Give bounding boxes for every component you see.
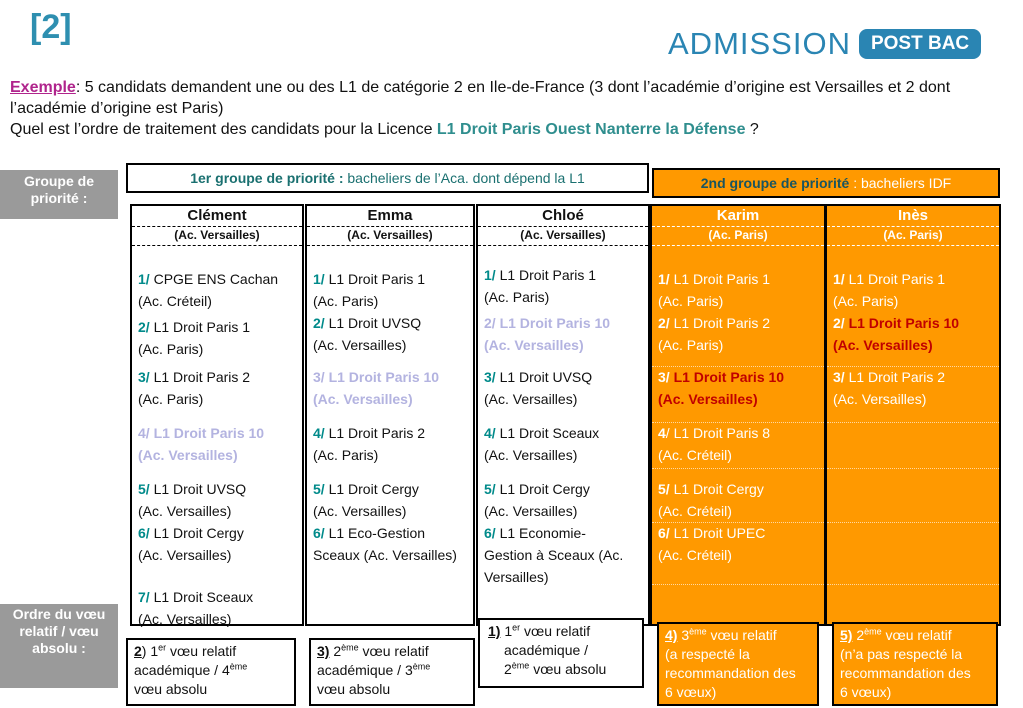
candidate-name: Karim (716, 207, 760, 224)
wish-item (484, 478, 646, 522)
candidate-column (650, 204, 826, 626)
wish-item (313, 268, 471, 312)
rank-text: 6 vœux) (665, 684, 717, 700)
wish-item (313, 478, 471, 522)
wish-number: 3/ (833, 369, 845, 385)
rank-box (126, 638, 296, 706)
rank-sup: er (512, 622, 521, 633)
rank-sup: ème (511, 660, 530, 671)
wish-detail: (Ac. Versailles) (484, 391, 578, 407)
rank-box (478, 618, 644, 688)
wish-course: L1 Economie- (495, 525, 586, 541)
wish-item (484, 264, 646, 308)
wish-detail: (Ac. Versailles) (833, 337, 933, 353)
wish-detail: (Ac. Versailles) (138, 503, 232, 519)
wish-course: L1 Droit Paris 1 (495, 267, 597, 283)
rank-text: 6 vœux) (840, 684, 892, 700)
wish-item (484, 422, 646, 466)
wish-item (313, 422, 471, 466)
rank-box (309, 638, 475, 706)
wish-course: L1 Eco-Gestion (324, 525, 426, 541)
rank-text: 2 (329, 643, 342, 659)
rank-text: vœu relatif (358, 643, 429, 659)
wish-course: L1 Droit Cergy (324, 481, 419, 497)
wish-item (833, 312, 997, 356)
intro-line2-prefix: Quel est l’ordre de traitement des candidats pour la Licence (10, 121, 437, 138)
wish-number: 6/ (484, 525, 496, 541)
wish-number: 6/ (658, 525, 670, 541)
wish-detail: (Ac. Créteil) (658, 447, 732, 463)
candidate-column (130, 204, 304, 626)
rank-text: recommandation des (840, 665, 971, 681)
rank-text: académique / (504, 642, 589, 658)
wish-number: 6/ (313, 525, 325, 541)
rank-key-suffix: ) (141, 643, 147, 659)
rank-key: 5) (840, 627, 853, 643)
wish-course: / L1 Droit Paris 8 (665, 425, 771, 441)
row-separator (652, 584, 824, 585)
wish-course: L1 Droit UVSQ (149, 481, 247, 497)
wish-detail: Gestion à Sceaux (Ac. (484, 547, 624, 563)
wish-course: L1 Droit Paris 10 (149, 425, 265, 441)
wish-course: CPGE ENS Cachan (149, 271, 279, 287)
wish-item (138, 586, 300, 630)
wish-item (658, 422, 822, 466)
rank-text: 2 (504, 661, 512, 677)
rank-text: 1 (500, 623, 513, 639)
intro-line1: : 5 candidats demandent une ou des L1 de catégorie 2 en Ile-de-France (3 dont l’académie d’origine est Versailles et 2 dont l’académie d’origine est Paris) (10, 79, 951, 117)
wish-item (484, 366, 646, 410)
rank-text: vœu relatif (166, 643, 237, 659)
wish-detail: (Ac. Paris) (658, 293, 724, 309)
wish-detail: (Ac. Versailles) (484, 503, 578, 519)
wish-detail: (Ac. Versailles) (313, 391, 413, 407)
wish-course: L1 Droit Paris 1 (324, 271, 426, 287)
rank-text: (a respecté la (665, 646, 750, 662)
wish-item (484, 312, 646, 356)
wish-item (138, 522, 300, 566)
rank-sup: ème (229, 661, 248, 672)
logo-badge: POST BAC (859, 29, 981, 59)
wish-item (138, 478, 300, 522)
intro-text (10, 77, 1010, 140)
rank-text: académique / 3 (317, 662, 413, 678)
wish-number: 2/ (833, 315, 845, 331)
candidate-column (825, 204, 1001, 626)
wish-number: 1/ (658, 271, 670, 287)
wish-number: 3/ (658, 369, 670, 385)
wish-course: L1 Droit UPEC (669, 525, 766, 541)
rank-key: 2 (134, 643, 142, 659)
wish-detail: (Ac. Versailles) (138, 447, 238, 463)
wish-item (313, 522, 471, 566)
wish-detail: (Ac. Créteil) (658, 503, 732, 519)
wish-course: L1 Droit Paris 1 (669, 271, 771, 287)
wish-detail: (Ac. Paris) (833, 293, 899, 309)
wish-order-label: Ordre du vœu relatif / vœu absolu : (0, 604, 118, 688)
wish-item (138, 268, 300, 312)
wish-number: 4/ (484, 425, 496, 441)
wish-number: 5/ (313, 481, 325, 497)
wish-number: 2/ (484, 315, 496, 331)
candidate-name: Clément (187, 207, 247, 224)
wish-number: 4/ (138, 425, 150, 441)
candidate-name: Inès (897, 207, 928, 224)
candidate-name: Chloé (542, 207, 584, 224)
wish-number: 1/ (138, 271, 150, 287)
wish-detail: (Ac. Versailles) (658, 391, 758, 407)
rank-box (832, 622, 998, 706)
rank-text: 1 (146, 643, 159, 659)
wish-course: L1 Droit Paris 2 (324, 425, 426, 441)
wish-number: 5/ (484, 481, 496, 497)
wish-number: 1/ (484, 267, 496, 283)
logo-word: ADMISSION (668, 26, 851, 61)
rank-text: 2 (852, 627, 865, 643)
wish-number: 3/ (313, 369, 325, 385)
wish-item (138, 422, 300, 466)
row-separator (827, 468, 999, 469)
wish-course: L1 Droit Paris 2 (149, 369, 251, 385)
candidate-column (305, 204, 475, 626)
rank-key: 1) (488, 623, 501, 639)
rank-sup: ème (412, 661, 431, 672)
wish-detail: (Ac. Créteil) (138, 293, 212, 309)
wish-course: L1 Droit Cergy (669, 481, 764, 497)
wish-item (313, 366, 471, 410)
candidate-academy: (Ac. Versailles) (132, 226, 302, 246)
wish-course: L1 Droit Paris 10 (844, 315, 960, 331)
wish-item (658, 522, 822, 566)
wish-number: 1/ (313, 271, 325, 287)
group1-header (126, 163, 649, 193)
wish-number: 7/ (138, 589, 150, 605)
wish-course: L1 Droit Paris 10 (324, 369, 440, 385)
rank-sup: ème (864, 626, 882, 637)
wish-detail: (Ac. Versailles) (484, 447, 578, 463)
rank-text: vœu relatif (520, 623, 591, 639)
wish-item (313, 312, 471, 356)
wish-detail: (Ac. Paris) (313, 293, 379, 309)
wish-item (658, 366, 822, 410)
candidate-academy: (Ac. Versailles) (478, 226, 648, 246)
wish-item (484, 522, 646, 588)
rank-text: (n’a pas respecté la (840, 646, 963, 662)
wish-item (658, 478, 822, 522)
admission-post-bac-logo (668, 24, 981, 64)
rank-key: 3) (317, 643, 330, 659)
group2-desc: : bacheliers IDF (849, 175, 952, 191)
wish-number: 5/ (138, 481, 150, 497)
row-separator (827, 522, 999, 523)
candidate-academy: (Ac. Paris) (652, 226, 824, 246)
rank-text: 3 (677, 627, 690, 643)
wish-course: L1 Droit Paris 10 (669, 369, 785, 385)
group2-header (652, 168, 1000, 198)
candidate-name: Emma (367, 207, 413, 224)
wish-detail: (Ac. Versailles) (484, 337, 584, 353)
wish-course: L1 Droit Cergy (149, 525, 244, 541)
wish-course: L1 Droit UVSQ (324, 315, 422, 331)
wish-number: 4 (658, 425, 666, 441)
wish-course: L1 Droit Sceaux (495, 425, 600, 441)
wish-number: 5/ (658, 481, 670, 497)
wish-detail: Sceaux (Ac. Versailles) (313, 547, 457, 563)
group1-desc: bacheliers de l’Aca. dont dépend la L1 (343, 170, 585, 186)
wish-detail: (Ac. Paris) (484, 289, 550, 305)
wish-detail: (Ac. Versailles) (833, 391, 927, 407)
wish-number: 6/ (138, 525, 150, 541)
rank-text: vœu relatif (706, 627, 777, 643)
rank-sup: er (158, 642, 167, 653)
rank-sup: ème (689, 626, 707, 637)
wish-item (658, 312, 822, 356)
rank-sup: ème (341, 642, 359, 653)
rank-text: vœu absolu (317, 681, 391, 697)
wish-detail: (Ac. Versailles) (313, 503, 407, 519)
wish-number: 2/ (138, 319, 150, 335)
wish-number: 2/ (658, 315, 670, 331)
example-label: Exemple (10, 79, 76, 96)
wish-detail: (Ac. Paris) (313, 447, 379, 463)
wish-item (658, 268, 822, 312)
candidate-academy: (Ac. Paris) (827, 226, 999, 246)
slide-number: [2] (30, 8, 72, 46)
wish-item (833, 366, 997, 410)
rank-key: 4) (665, 627, 678, 643)
candidate-academy: (Ac. Versailles) (307, 226, 473, 246)
wish-detail: Versailles) (484, 569, 549, 585)
wish-detail: (Ac. Versailles) (313, 337, 407, 353)
wish-detail: (Ac. Créteil) (658, 547, 732, 563)
wish-detail: (Ac. Versailles) (138, 547, 232, 563)
candidate-column (476, 204, 650, 626)
wish-course: L1 Droit Cergy (495, 481, 590, 497)
wish-number: 3/ (138, 369, 150, 385)
wish-detail: (Ac. Paris) (658, 337, 724, 353)
rank-text: recommandation des (665, 665, 796, 681)
wish-item (833, 268, 997, 312)
row-separator (827, 422, 999, 423)
wish-item (138, 366, 300, 410)
wish-course: L1 Droit Paris 2 (844, 369, 946, 385)
wish-item (138, 316, 300, 360)
group1-title: 1er groupe de priorité : (190, 170, 344, 186)
rank-text: vœu absolu (529, 661, 607, 677)
rank-box (657, 622, 819, 706)
group2-title: 2nd groupe de priorité (700, 175, 850, 191)
wish-course: L1 Droit Sceaux (149, 589, 254, 605)
wish-course: L1 Droit Paris 2 (669, 315, 771, 331)
rank-text: vœu relatif (881, 627, 952, 643)
licence-name: L1 Droit Paris Ouest Nanterre la Défense (436, 121, 746, 138)
wish-number: 2/ (313, 315, 325, 331)
wish-course: L1 Droit Paris 1 (149, 319, 251, 335)
wish-number: 4/ (313, 425, 325, 441)
wish-course: L1 Droit Paris 1 (844, 271, 946, 287)
wish-course: L1 Droit UVSQ (495, 369, 593, 385)
row-separator (652, 468, 824, 469)
row-separator (827, 584, 999, 585)
wish-detail: (Ac. Paris) (138, 341, 204, 357)
group-priority-label: Groupe de priorité : (0, 170, 118, 219)
wish-number: 3/ (484, 369, 496, 385)
rank-text: vœu absolu (134, 681, 208, 697)
wish-number: 1/ (833, 271, 845, 287)
rank-text: académique / 4 (134, 662, 230, 678)
wish-detail: (Ac. Paris) (138, 391, 204, 407)
intro-line2-suffix: ? (745, 121, 759, 138)
wish-detail: (Ac. Versailles) (138, 611, 232, 627)
wish-course: L1 Droit Paris 10 (495, 315, 611, 331)
